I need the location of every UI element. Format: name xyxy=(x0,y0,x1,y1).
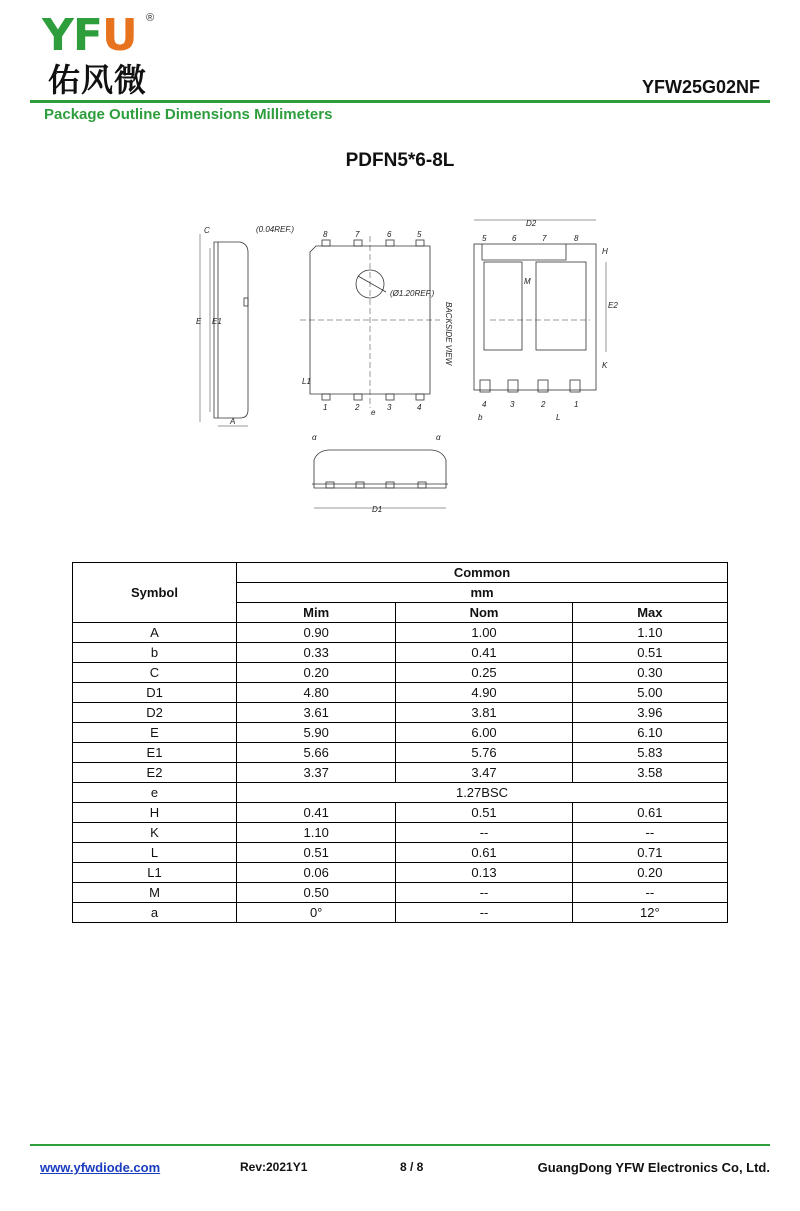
cell-max: 0.51 xyxy=(572,643,727,663)
cell-min: 5.66 xyxy=(237,743,396,763)
dim-label-h: H xyxy=(602,247,608,256)
cell-symbol: C xyxy=(73,663,237,683)
page-number: 8 / 8 xyxy=(400,1160,424,1174)
cell-nom: 0.61 xyxy=(396,843,572,863)
dimensions-table xyxy=(72,562,728,923)
cell-max: 5.83 xyxy=(572,743,727,763)
table-row xyxy=(73,843,728,863)
part-number: YFW25G02NF xyxy=(641,77,760,97)
pin-label-top: 6 xyxy=(387,230,392,239)
cell-min: 0.41 xyxy=(237,803,396,823)
cell-merged-value: 1.27BSC xyxy=(237,783,728,803)
cell-symbol: A xyxy=(73,623,237,643)
cell-nom: -- xyxy=(396,883,572,903)
cell-nom: 0.41 xyxy=(396,643,572,663)
cell-min: 0.20 xyxy=(237,663,396,683)
cell-symbol: E2 xyxy=(73,763,237,783)
website-link[interactable]: www.yfwdiode.com xyxy=(40,1160,161,1175)
cell-max: 3.96 xyxy=(572,703,727,723)
dim-label-b: b xyxy=(478,413,483,422)
cell-nom: 4.90 xyxy=(396,683,572,703)
dim-label-l: L xyxy=(556,413,561,422)
cell-nom: 1.00 xyxy=(396,623,572,643)
package-outline-drawing xyxy=(190,212,630,522)
symbol-header: Symbol xyxy=(73,563,237,623)
circle-ref-label: (Ø1.20REF.) xyxy=(390,289,435,298)
pin-label-bottom: 2 xyxy=(355,403,360,412)
cell-nom: 0.25 xyxy=(396,663,572,683)
pin-label-back-bottom: 2 xyxy=(541,400,546,409)
cell-max: 0.61 xyxy=(572,803,727,823)
bottom-side-view xyxy=(312,433,448,514)
side-view xyxy=(196,225,294,426)
cell-nom: -- xyxy=(396,903,572,923)
table-row xyxy=(73,723,728,743)
cell-symbol: L1 xyxy=(73,863,237,883)
cell-max: 0.71 xyxy=(572,843,727,863)
dim-label-k: K xyxy=(602,361,608,370)
cell-min: 0.33 xyxy=(237,643,396,663)
c-ref-label: (0.04REF.) xyxy=(256,225,295,234)
dim-label-e2: E2 xyxy=(608,301,618,310)
dim-label-pitch-e: e xyxy=(371,408,376,417)
cell-nom: -- xyxy=(396,823,572,843)
angle-label: α xyxy=(312,433,317,442)
cell-min: 1.10 xyxy=(237,823,396,843)
pin-label-back: 7 xyxy=(542,234,547,243)
cell-nom: 3.81 xyxy=(396,703,572,723)
dim-label-a: A xyxy=(230,417,236,426)
cell-min: 5.90 xyxy=(237,723,396,743)
cell-max: -- xyxy=(572,883,727,903)
cell-nom: 0.13 xyxy=(396,863,572,883)
table-row xyxy=(73,803,728,823)
backside-view-label: BACKSIDE VIEW xyxy=(444,302,453,366)
cell-nom: 0.51 xyxy=(396,803,572,823)
unit-header: mm xyxy=(237,583,728,603)
pin-label-top: 8 xyxy=(323,230,328,239)
section-subtitle: Package Outline Dimensions Millimeters xyxy=(44,106,333,123)
cell-max: 5.00 xyxy=(572,683,727,703)
pin-label-back-bottom: 4 xyxy=(482,400,487,409)
cell-symbol: D1 xyxy=(73,683,237,703)
table-row xyxy=(73,823,728,843)
cell-max: 12° xyxy=(572,903,727,923)
cell-symbol: L xyxy=(73,843,237,863)
cell-symbol: E xyxy=(73,723,237,743)
backside-view xyxy=(474,219,618,422)
header-divider xyxy=(30,100,770,103)
logo-chinese-name: 佑风微 xyxy=(48,61,148,99)
cell-symbol: a xyxy=(73,903,237,923)
dim-label-m: M xyxy=(524,277,531,286)
table-row xyxy=(73,643,728,663)
table-row xyxy=(73,683,728,703)
table-row xyxy=(73,783,728,803)
cell-max: 3.58 xyxy=(572,763,727,783)
cell-min: 3.61 xyxy=(237,703,396,723)
logo-wordmark: YFU xyxy=(42,10,137,61)
cell-nom: 3.47 xyxy=(396,763,572,783)
cell-symbol: E1 xyxy=(73,743,237,763)
table-row xyxy=(73,623,728,643)
cell-symbol: e xyxy=(73,783,237,803)
top-view xyxy=(300,230,453,417)
cell-nom: 5.76 xyxy=(396,743,572,763)
dim-label-e: E xyxy=(196,317,202,326)
table-row xyxy=(73,743,728,763)
company-logo xyxy=(42,10,160,100)
table-row xyxy=(73,703,728,723)
registered-mark: ® xyxy=(146,12,155,24)
footer-divider xyxy=(30,1144,770,1146)
cell-max: 1.10 xyxy=(572,623,727,643)
pin-label-bottom: 3 xyxy=(387,403,392,412)
table-header-row xyxy=(73,563,728,583)
col-header-min: Mim xyxy=(237,603,396,623)
dim-label-c: C xyxy=(204,226,210,235)
common-header: Common xyxy=(237,563,728,583)
pin-label-top: 7 xyxy=(355,230,360,239)
table-row xyxy=(73,663,728,683)
cell-symbol: K xyxy=(73,823,237,843)
cell-symbol: H xyxy=(73,803,237,823)
table-row xyxy=(73,903,728,923)
dim-label-e1: E1 xyxy=(212,317,222,326)
cell-max: -- xyxy=(572,823,727,843)
cell-min: 0.51 xyxy=(237,843,396,863)
cell-min: 4.80 xyxy=(237,683,396,703)
cell-max: 0.20 xyxy=(572,863,727,883)
pin-label-bottom: 4 xyxy=(417,403,422,412)
table-row xyxy=(73,883,728,903)
package-title: PDFN5*6-8L xyxy=(345,150,455,171)
cell-min: 3.37 xyxy=(237,763,396,783)
pin-label-back-bottom: 3 xyxy=(510,400,515,409)
table-row xyxy=(73,863,728,883)
cell-min: 0° xyxy=(237,903,396,923)
cell-symbol: D2 xyxy=(73,703,237,723)
pin-label-bottom: 1 xyxy=(323,403,328,412)
cell-max: 0.30 xyxy=(572,663,727,683)
cell-nom: 6.00 xyxy=(396,723,572,743)
angle-label: α xyxy=(436,433,441,442)
cell-symbol: M xyxy=(73,883,237,903)
cell-min: 0.50 xyxy=(237,883,396,903)
pin-label-back: 6 xyxy=(512,234,517,243)
col-header-nom: Nom xyxy=(396,603,572,623)
col-header-max: Max xyxy=(572,603,727,623)
dim-label-d2: D2 xyxy=(526,219,537,228)
revision-label: Rev:2021Y1 xyxy=(240,1160,308,1174)
company-name: GuangDong YFW Electronics Co, Ltd. xyxy=(537,1160,770,1175)
dim-label-l1: L1 xyxy=(302,377,311,386)
pin-label-back: 8 xyxy=(574,234,579,243)
pin-label-top: 5 xyxy=(417,230,422,239)
cell-min: 0.90 xyxy=(237,623,396,643)
pin-label-back-bottom: 1 xyxy=(574,400,579,409)
table-row xyxy=(73,763,728,783)
cell-max: 6.10 xyxy=(572,723,727,743)
cell-min: 0.06 xyxy=(237,863,396,883)
cell-symbol: b xyxy=(73,643,237,663)
pin-label-back: 5 xyxy=(482,234,487,243)
dim-label-d1: D1 xyxy=(372,505,383,514)
